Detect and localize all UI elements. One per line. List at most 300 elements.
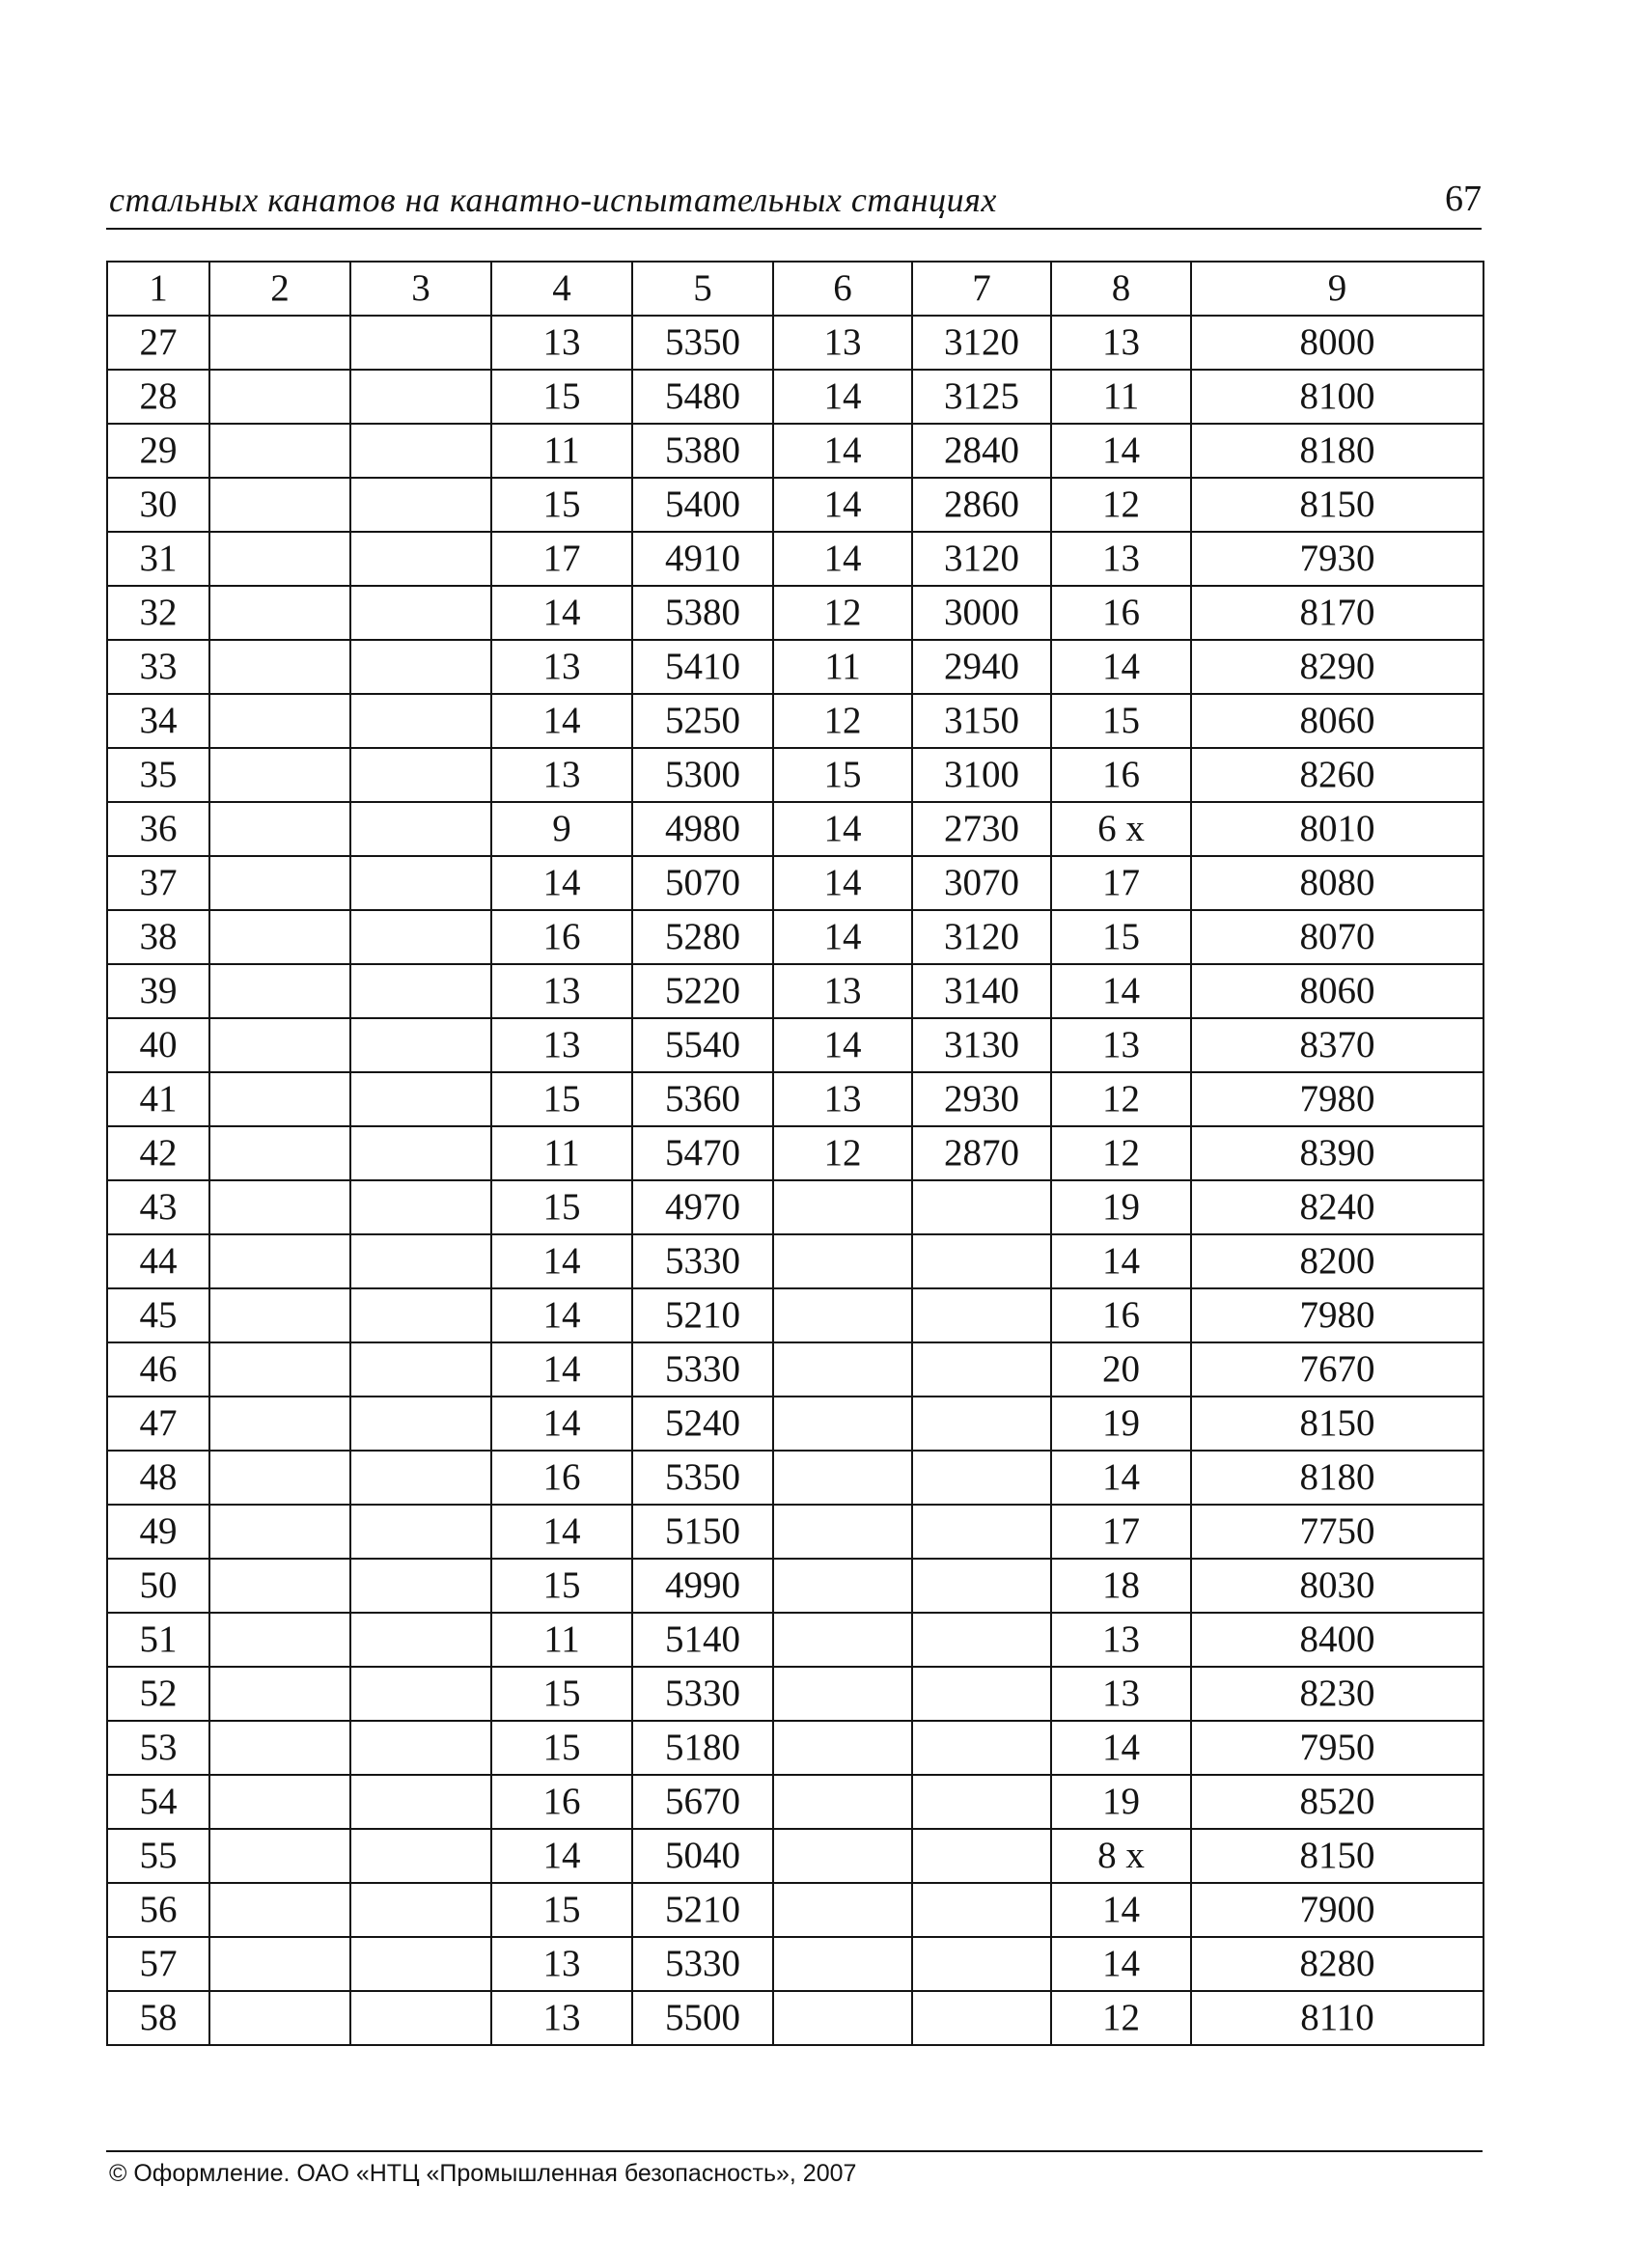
table-cell-col-7 xyxy=(912,1342,1051,1397)
table-cell-col-4: 16 xyxy=(491,1775,632,1829)
table-cell-col-1: 42 xyxy=(107,1126,209,1180)
table-cell-col-8: 19 xyxy=(1051,1775,1191,1829)
table-cell-col-3 xyxy=(350,640,491,694)
table-cell-col-6: 14 xyxy=(773,532,912,586)
table-cell-col-1: 48 xyxy=(107,1451,209,1505)
table-cell-col-1: 52 xyxy=(107,1667,209,1721)
table-cell-col-8: 16 xyxy=(1051,1288,1191,1342)
table-cell-col-5: 5250 xyxy=(632,694,773,748)
page-number: 67 xyxy=(1445,179,1482,219)
table-cell-col-4: 13 xyxy=(491,1991,632,2045)
table-cell-col-3 xyxy=(350,1721,491,1775)
table-cell-col-3 xyxy=(350,1451,491,1505)
table-cell-col-9: 8400 xyxy=(1191,1613,1483,1667)
table-cell-col-9: 8180 xyxy=(1191,1451,1483,1505)
table-cell-col-5: 5210 xyxy=(632,1288,773,1342)
table-cell-col-3 xyxy=(350,478,491,532)
table-cell-col-9: 7900 xyxy=(1191,1883,1483,1937)
table-cell-col-3 xyxy=(350,964,491,1018)
table-cell-col-6: 14 xyxy=(773,856,912,910)
table-cell-col-2 xyxy=(209,370,350,424)
table-cell-col-7: 2860 xyxy=(912,478,1051,532)
table-cell-col-8: 13 xyxy=(1051,532,1191,586)
table-cell-col-8: 18 xyxy=(1051,1559,1191,1613)
table-cell-col-3 xyxy=(350,1018,491,1072)
table-cell-col-1: 36 xyxy=(107,802,209,856)
table-cell-col-5: 5 xyxy=(632,262,773,316)
table-cell-col-6: 12 xyxy=(773,586,912,640)
table-cell-col-5: 5670 xyxy=(632,1775,773,1829)
table-cell-col-5: 5330 xyxy=(632,1667,773,1721)
table-cell-col-8: 14 xyxy=(1051,640,1191,694)
table-cell-col-4: 15 xyxy=(491,370,632,424)
table-cell-col-3 xyxy=(350,586,491,640)
table-cell-col-9: 8240 xyxy=(1191,1180,1483,1234)
table-cell-col-9: 8030 xyxy=(1191,1559,1483,1613)
table-cell-col-2 xyxy=(209,856,350,910)
table-cell-col-9: 9 xyxy=(1191,262,1483,316)
table-cell-col-2 xyxy=(209,1018,350,1072)
table-cell-col-3 xyxy=(350,532,491,586)
table-cell-col-7 xyxy=(912,1505,1051,1559)
table-cell-col-7 xyxy=(912,1937,1051,1991)
table-cell-col-2 xyxy=(209,1559,350,1613)
table-cell-col-8: 15 xyxy=(1051,694,1191,748)
table-row xyxy=(107,856,1483,910)
table-cell-col-7: 3120 xyxy=(912,532,1051,586)
table-cell-col-4: 14 xyxy=(491,694,632,748)
table-header-row xyxy=(107,262,1483,316)
table-cell-col-9: 8520 xyxy=(1191,1775,1483,1829)
table-body xyxy=(107,262,1483,2045)
table-cell-col-5: 5040 xyxy=(632,1829,773,1883)
table-cell-col-3 xyxy=(350,802,491,856)
table-row xyxy=(107,910,1483,964)
table-cell-col-9: 8060 xyxy=(1191,964,1483,1018)
table-cell-col-2 xyxy=(209,910,350,964)
table-cell-col-1: 47 xyxy=(107,1397,209,1451)
table-cell-col-4: 14 xyxy=(491,1342,632,1397)
table-cell-col-3 xyxy=(350,1883,491,1937)
table-row xyxy=(107,316,1483,370)
table-cell-col-2 xyxy=(209,532,350,586)
table-cell-col-4: 14 xyxy=(491,1397,632,1451)
table-cell-col-7: 3150 xyxy=(912,694,1051,748)
table-cell-col-7 xyxy=(912,1559,1051,1613)
table-cell-col-3 xyxy=(350,856,491,910)
table-cell-col-9: 8200 xyxy=(1191,1234,1483,1288)
table-cell-col-6: 12 xyxy=(773,1126,912,1180)
table-cell-col-1: 32 xyxy=(107,586,209,640)
table-row xyxy=(107,1559,1483,1613)
table-cell-col-9: 7930 xyxy=(1191,532,1483,586)
table-cell-col-9: 8370 xyxy=(1191,1018,1483,1072)
table-row xyxy=(107,640,1483,694)
table-cell-col-6: 12 xyxy=(773,694,912,748)
table-cell-col-7: 2840 xyxy=(912,424,1051,478)
table-cell-col-6 xyxy=(773,1667,912,1721)
table-cell-col-4: 9 xyxy=(491,802,632,856)
footer-copyright: © Оформление. ОАО «НТЦ «Промышленная безопасность», 2007 xyxy=(109,2160,857,2187)
table-cell-col-1: 46 xyxy=(107,1342,209,1397)
table-cell-col-5: 5150 xyxy=(632,1505,773,1559)
table-cell-col-9: 7670 xyxy=(1191,1342,1483,1397)
table-cell-col-3 xyxy=(350,1397,491,1451)
table-cell-col-4: 16 xyxy=(491,1451,632,1505)
table-cell-col-2 xyxy=(209,1505,350,1559)
table-cell-col-1: 58 xyxy=(107,1991,209,2045)
table-cell-col-8: 14 xyxy=(1051,1451,1191,1505)
table-cell-col-2 xyxy=(209,1288,350,1342)
table-cell-col-4: 13 xyxy=(491,964,632,1018)
table-cell-col-8: 11 xyxy=(1051,370,1191,424)
table-cell-col-9: 8060 xyxy=(1191,694,1483,748)
table-cell-col-7 xyxy=(912,1667,1051,1721)
table-cell-col-1: 51 xyxy=(107,1613,209,1667)
table-cell-col-9: 7950 xyxy=(1191,1721,1483,1775)
table-row xyxy=(107,1613,1483,1667)
table-cell-col-7: 7 xyxy=(912,262,1051,316)
table-cell-col-7 xyxy=(912,1613,1051,1667)
table-row xyxy=(107,1397,1483,1451)
table-cell-col-5: 5240 xyxy=(632,1397,773,1451)
table-cell-col-7 xyxy=(912,1180,1051,1234)
table-cell-col-5: 5070 xyxy=(632,856,773,910)
table-cell-col-5: 5330 xyxy=(632,1342,773,1397)
table-cell-col-6 xyxy=(773,1613,912,1667)
table-cell-col-7 xyxy=(912,1288,1051,1342)
table-cell-col-7: 3000 xyxy=(912,586,1051,640)
table-cell-col-1: 43 xyxy=(107,1180,209,1234)
table-cell-col-3 xyxy=(350,1667,491,1721)
table-cell-col-7 xyxy=(912,1775,1051,1829)
table-cell-col-2 xyxy=(209,694,350,748)
table-cell-col-3 xyxy=(350,1288,491,1342)
table-cell-col-5: 5500 xyxy=(632,1991,773,2045)
table-cell-col-6 xyxy=(773,1397,912,1451)
table-cell-col-4: 13 xyxy=(491,316,632,370)
table-cell-col-7: 2730 xyxy=(912,802,1051,856)
table-row xyxy=(107,478,1483,532)
table-cell-col-7 xyxy=(912,1829,1051,1883)
table-cell-col-8: 19 xyxy=(1051,1180,1191,1234)
table-cell-col-1: 38 xyxy=(107,910,209,964)
table-cell-col-3 xyxy=(350,1829,491,1883)
table-cell-col-4: 15 xyxy=(491,1883,632,1937)
table-cell-col-8: 8 х xyxy=(1051,1829,1191,1883)
table-cell-col-5: 5360 xyxy=(632,1072,773,1126)
table-cell-col-3 xyxy=(350,1180,491,1234)
table-row xyxy=(107,1505,1483,1559)
table-cell-col-4: 15 xyxy=(491,1721,632,1775)
table-cell-col-5: 5400 xyxy=(632,478,773,532)
table-cell-col-8: 17 xyxy=(1051,856,1191,910)
table-cell-col-1: 53 xyxy=(107,1721,209,1775)
table-cell-col-3 xyxy=(350,694,491,748)
table-cell-col-1: 30 xyxy=(107,478,209,532)
table-cell-col-4: 17 xyxy=(491,532,632,586)
table-cell-col-1: 37 xyxy=(107,856,209,910)
table-row xyxy=(107,1829,1483,1883)
table-cell-col-9: 7980 xyxy=(1191,1072,1483,1126)
table-cell-col-7 xyxy=(912,1397,1051,1451)
table-row xyxy=(107,1180,1483,1234)
table-cell-col-9: 8230 xyxy=(1191,1667,1483,1721)
table-cell-col-4: 11 xyxy=(491,1613,632,1667)
table-cell-col-5: 5300 xyxy=(632,748,773,802)
table-cell-col-1: 44 xyxy=(107,1234,209,1288)
table-cell-col-8: 12 xyxy=(1051,1126,1191,1180)
table-cell-col-2 xyxy=(209,1234,350,1288)
table-cell-col-8: 13 xyxy=(1051,316,1191,370)
table-cell-col-7: 3125 xyxy=(912,370,1051,424)
table-cell-col-3 xyxy=(350,370,491,424)
table-cell-col-9: 8170 xyxy=(1191,586,1483,640)
table-cell-col-5: 4910 xyxy=(632,532,773,586)
table-cell-col-3 xyxy=(350,1613,491,1667)
table-cell-col-7 xyxy=(912,1991,1051,2045)
table-cell-col-2 xyxy=(209,964,350,1018)
table-cell-col-4: 14 xyxy=(491,1234,632,1288)
table-cell-col-5: 5380 xyxy=(632,424,773,478)
table-cell-col-6 xyxy=(773,1288,912,1342)
table-cell-col-8: 14 xyxy=(1051,964,1191,1018)
table-cell-col-2 xyxy=(209,1397,350,1451)
table-cell-col-6: 13 xyxy=(773,1072,912,1126)
table-cell-col-9: 8010 xyxy=(1191,802,1483,856)
table-cell-col-9: 8000 xyxy=(1191,316,1483,370)
table-cell-col-4: 14 xyxy=(491,1505,632,1559)
table-cell-col-2 xyxy=(209,1937,350,1991)
table-cell-col-6 xyxy=(773,1180,912,1234)
table-cell-col-1: 1 xyxy=(107,262,209,316)
table-cell-col-8: 14 xyxy=(1051,1234,1191,1288)
table-cell-col-8: 16 xyxy=(1051,586,1191,640)
table-cell-col-9: 7750 xyxy=(1191,1505,1483,1559)
table-cell-col-7 xyxy=(912,1234,1051,1288)
table-cell-col-7: 3120 xyxy=(912,316,1051,370)
data-table-container xyxy=(106,261,1483,2046)
table-cell-col-2 xyxy=(209,1883,350,1937)
table-cell-col-3 xyxy=(350,748,491,802)
table-cell-col-7: 3130 xyxy=(912,1018,1051,1072)
table-cell-col-2 xyxy=(209,1126,350,1180)
table-cell-col-2 xyxy=(209,748,350,802)
table-cell-col-8: 8 xyxy=(1051,262,1191,316)
table-cell-col-9: 8260 xyxy=(1191,748,1483,802)
table-cell-col-4: 15 xyxy=(491,478,632,532)
table-cell-col-5: 5410 xyxy=(632,640,773,694)
table-cell-col-6: 14 xyxy=(773,910,912,964)
table-cell-col-5: 4970 xyxy=(632,1180,773,1234)
table-cell-col-2 xyxy=(209,586,350,640)
table-cell-col-2 xyxy=(209,1829,350,1883)
table-cell-col-9: 7980 xyxy=(1191,1288,1483,1342)
table-cell-col-8: 15 xyxy=(1051,910,1191,964)
table-cell-col-3 xyxy=(350,316,491,370)
table-cell-col-6: 13 xyxy=(773,316,912,370)
table-cell-col-2 xyxy=(209,1342,350,1397)
table-cell-col-8: 14 xyxy=(1051,1883,1191,1937)
table-cell-col-5: 5470 xyxy=(632,1126,773,1180)
table-cell-col-4: 13 xyxy=(491,1018,632,1072)
table-cell-col-4: 11 xyxy=(491,424,632,478)
table-cell-col-7: 3100 xyxy=(912,748,1051,802)
table-cell-col-6: 14 xyxy=(773,1018,912,1072)
table-cell-col-3 xyxy=(350,1505,491,1559)
table-cell-col-3 xyxy=(350,1126,491,1180)
table-cell-col-6 xyxy=(773,1829,912,1883)
table-cell-col-2: 2 xyxy=(209,262,350,316)
table-cell-col-2 xyxy=(209,802,350,856)
table-cell-col-1: 33 xyxy=(107,640,209,694)
table-cell-col-3 xyxy=(350,424,491,478)
table-cell-col-2 xyxy=(209,1721,350,1775)
table-cell-col-6 xyxy=(773,1505,912,1559)
table-cell-col-6 xyxy=(773,1451,912,1505)
table-cell-col-5: 5350 xyxy=(632,316,773,370)
table-cell-col-1: 34 xyxy=(107,694,209,748)
table-cell-col-5: 5350 xyxy=(632,1451,773,1505)
table-cell-col-4: 13 xyxy=(491,640,632,694)
table-cell-col-1: 31 xyxy=(107,532,209,586)
table-cell-col-7 xyxy=(912,1451,1051,1505)
table-cell-col-6: 11 xyxy=(773,640,912,694)
table-cell-col-2 xyxy=(209,1072,350,1126)
table-row xyxy=(107,586,1483,640)
table-row xyxy=(107,1775,1483,1829)
table-row xyxy=(107,532,1483,586)
table-cell-col-2 xyxy=(209,424,350,478)
table-row xyxy=(107,1721,1483,1775)
table-cell-col-6 xyxy=(773,1234,912,1288)
table-row xyxy=(107,1234,1483,1288)
table-row xyxy=(107,694,1483,748)
table-cell-col-8: 12 xyxy=(1051,1991,1191,2045)
table-cell-col-4: 13 xyxy=(491,748,632,802)
table-cell-col-3 xyxy=(350,1234,491,1288)
table-cell-col-7: 3140 xyxy=(912,964,1051,1018)
table-cell-col-5: 5380 xyxy=(632,586,773,640)
table-row xyxy=(107,370,1483,424)
table-cell-col-7: 3070 xyxy=(912,856,1051,910)
table-cell-col-2 xyxy=(209,478,350,532)
header-rule xyxy=(106,228,1482,230)
table-cell-col-1: 28 xyxy=(107,370,209,424)
table-cell-col-6: 14 xyxy=(773,424,912,478)
table-cell-col-6 xyxy=(773,1883,912,1937)
table-row xyxy=(107,1342,1483,1397)
table-cell-col-4: 14 xyxy=(491,586,632,640)
table-row xyxy=(107,1883,1483,1937)
table-cell-col-5: 5220 xyxy=(632,964,773,1018)
table-cell-col-5: 5330 xyxy=(632,1937,773,1991)
table-cell-col-1: 29 xyxy=(107,424,209,478)
table-cell-col-5: 4980 xyxy=(632,802,773,856)
table-cell-col-2 xyxy=(209,1613,350,1667)
table-cell-col-9: 8180 xyxy=(1191,424,1483,478)
table-cell-col-7 xyxy=(912,1721,1051,1775)
table-cell-col-5: 5540 xyxy=(632,1018,773,1072)
table-cell-col-6 xyxy=(773,1775,912,1829)
table-row xyxy=(107,802,1483,856)
table-cell-col-8: 14 xyxy=(1051,1937,1191,1991)
table-cell-col-4: 14 xyxy=(491,1288,632,1342)
table-cell-col-4: 14 xyxy=(491,1829,632,1883)
table-cell-col-3: 3 xyxy=(350,262,491,316)
table-cell-col-7: 2870 xyxy=(912,1126,1051,1180)
table-cell-col-1: 35 xyxy=(107,748,209,802)
table-cell-col-5: 5280 xyxy=(632,910,773,964)
table-cell-col-2 xyxy=(209,316,350,370)
table-cell-col-9: 8100 xyxy=(1191,370,1483,424)
table-cell-col-4: 15 xyxy=(491,1072,632,1126)
table-cell-col-4: 15 xyxy=(491,1559,632,1613)
table-cell-col-2 xyxy=(209,1667,350,1721)
table-row xyxy=(107,1667,1483,1721)
table-cell-col-1: 41 xyxy=(107,1072,209,1126)
table-cell-col-5: 5180 xyxy=(632,1721,773,1775)
table-cell-col-2 xyxy=(209,1991,350,2045)
table-row xyxy=(107,1991,1483,2045)
table-cell-col-8: 13 xyxy=(1051,1018,1191,1072)
table-cell-col-7: 2930 xyxy=(912,1072,1051,1126)
table-cell-col-1: 40 xyxy=(107,1018,209,1072)
table-cell-col-8: 16 xyxy=(1051,748,1191,802)
table-cell-col-9: 8150 xyxy=(1191,478,1483,532)
table-cell-col-1: 57 xyxy=(107,1937,209,1991)
table-cell-col-8: 6 х xyxy=(1051,802,1191,856)
table-cell-col-4: 15 xyxy=(491,1667,632,1721)
table-cell-col-3 xyxy=(350,1937,491,1991)
table-cell-col-8: 14 xyxy=(1051,424,1191,478)
table-cell-col-5: 5140 xyxy=(632,1613,773,1667)
table-cell-col-5: 5210 xyxy=(632,1883,773,1937)
table-cell-col-1: 27 xyxy=(107,316,209,370)
table-cell-col-8: 12 xyxy=(1051,1072,1191,1126)
table-cell-col-6: 14 xyxy=(773,802,912,856)
table-cell-col-1: 50 xyxy=(107,1559,209,1613)
table-cell-col-6: 14 xyxy=(773,370,912,424)
table-cell-col-9: 8150 xyxy=(1191,1829,1483,1883)
table-cell-col-8: 14 xyxy=(1051,1721,1191,1775)
table-cell-col-4: 14 xyxy=(491,856,632,910)
table-cell-col-3 xyxy=(350,1559,491,1613)
table-cell-col-5: 5330 xyxy=(632,1234,773,1288)
table-cell-col-6 xyxy=(773,1937,912,1991)
table-row xyxy=(107,1288,1483,1342)
footer-rule xyxy=(106,2150,1483,2152)
table-cell-col-1: 54 xyxy=(107,1775,209,1829)
table-cell-col-3 xyxy=(350,1072,491,1126)
table-cell-col-6: 6 xyxy=(773,262,912,316)
table-cell-col-1: 49 xyxy=(107,1505,209,1559)
table-cell-col-2 xyxy=(209,1775,350,1829)
table-cell-col-6 xyxy=(773,1991,912,2045)
table-cell-col-1: 56 xyxy=(107,1883,209,1937)
table-cell-col-6: 15 xyxy=(773,748,912,802)
table-cell-col-9: 8070 xyxy=(1191,910,1483,964)
table-cell-col-3 xyxy=(350,1775,491,1829)
table-row xyxy=(107,1018,1483,1072)
table-row xyxy=(107,1451,1483,1505)
table-cell-col-7: 3120 xyxy=(912,910,1051,964)
table-cell-col-7 xyxy=(912,1883,1051,1937)
table-cell-col-5: 4990 xyxy=(632,1559,773,1613)
table-cell-col-1: 45 xyxy=(107,1288,209,1342)
table-cell-col-2 xyxy=(209,1180,350,1234)
table-cell-col-9: 8390 xyxy=(1191,1126,1483,1180)
